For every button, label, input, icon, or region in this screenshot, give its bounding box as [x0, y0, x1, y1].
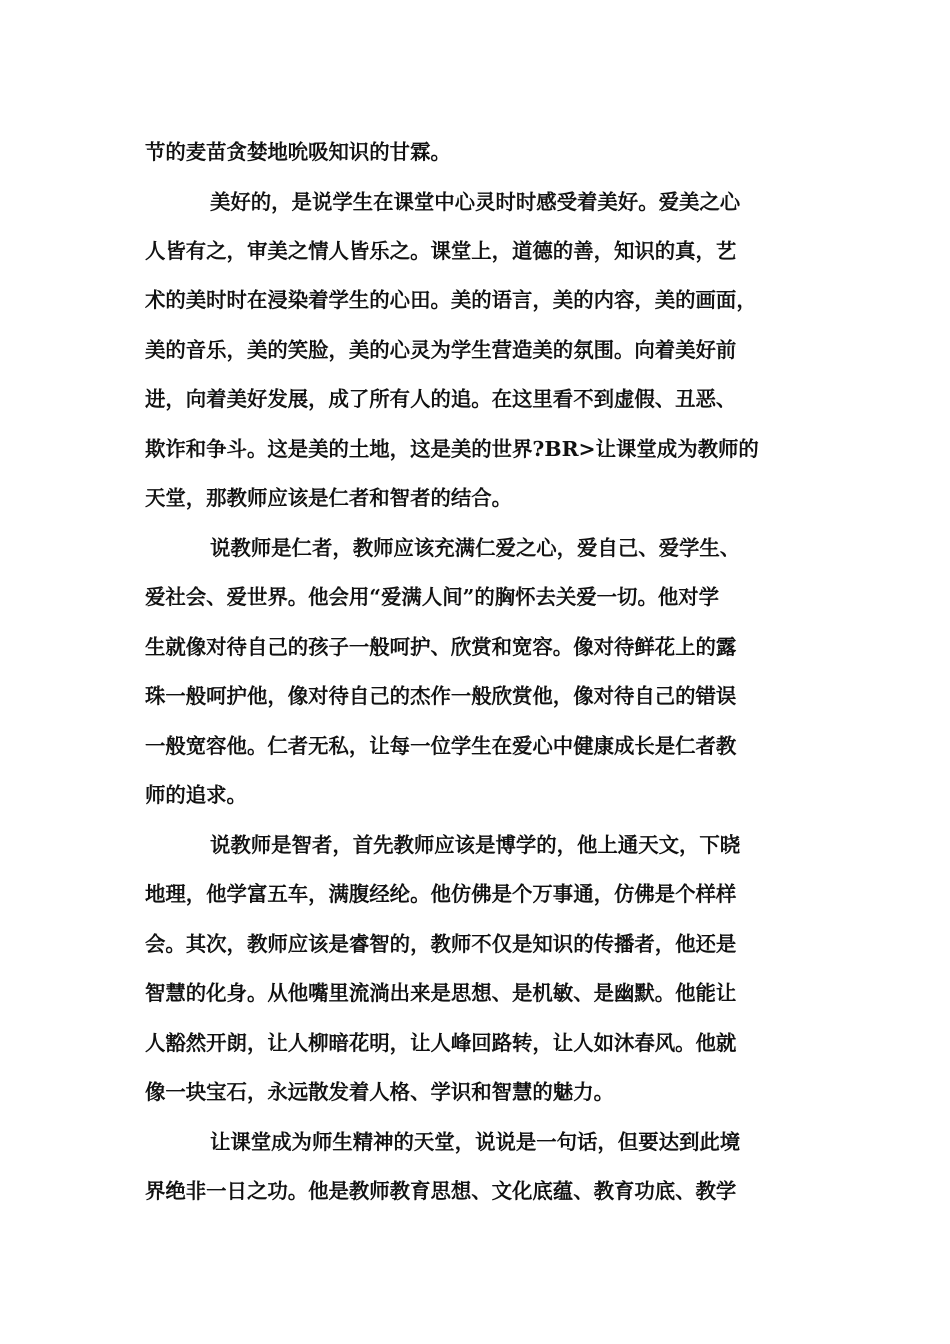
text-line: 像一块宝石，永远散发着人格、学识和智慧的魅力。	[145, 1080, 614, 1104]
text-line: 界绝非一日之功。他是教师教育思想、文化底蕴、教育功底、教学	[145, 1179, 737, 1203]
paragraph-first-line: 让课堂成为师生精神的天堂，说说是一句话，但要达到此境	[210, 1130, 741, 1154]
text-line: 珠一般呵护他，像对待自己的杰作一般欣赏他，像对待自己的错误	[145, 684, 737, 708]
paragraph-first-line: 说教师是仁者，教师应该充满仁爱之心，爱自己、爱学生、	[210, 536, 741, 560]
text-line: 智慧的化身。从他嘴里流淌出来是思想、是机敏、是幽默。他能让	[145, 981, 737, 1005]
text-line: 地理，他学富五车，满腹经纶。他仿佛是个万事通，仿佛是个样样	[145, 882, 737, 906]
text-line: 进，向着美好发展，成了所有人的追。在这里看不到虚假、丑恶、	[145, 387, 737, 411]
text-line: 人皆有之，审美之情人皆乐之。课堂上，道德的善，知识的真，艺	[145, 239, 737, 263]
text-line: 术的美时时在浸染着学生的心田。美的语言，美的内容，美的画面，	[145, 288, 757, 312]
text-line: 师的追求。	[145, 783, 247, 807]
text-line: 爱社会、爱世界。他会用“爱满人间”的胸怀去关爱一切。他对学	[145, 585, 720, 609]
text-line: 人豁然开朗，让人柳暗花明，让人峰回路转，让人如沐春风。他就	[145, 1031, 737, 1055]
text-line: 会。其次，教师应该是睿智的，教师不仅是知识的传播者，他还是	[145, 932, 737, 956]
text-line: 美的音乐，美的笑脸，美的心灵为学生营造美的氛围。向着美好前	[145, 338, 737, 362]
text-line: 生就像对待自己的孩子一般呵护、欣赏和宽容。像对待鲜花上的露	[145, 635, 737, 659]
paragraph-first-line: 说教师是智者，首先教师应该是博学的，他上通天文，下晓	[210, 833, 741, 857]
text-line: 欺诈和争斗。这是美的土地，这是美的世界?BR>让课堂成为教师的	[145, 437, 759, 461]
text-line: 天堂，那教师应该是仁者和智者的结合。	[145, 486, 513, 510]
text-line: 节的麦苗贪婪地吮吸知识的甘霖。	[145, 140, 451, 164]
paragraph-first-line: 美好的，是说学生在课堂中心灵时时感受着美好。爱美之心	[210, 190, 741, 214]
text-line: 一般宽容他。仁者无私，让每一位学生在爱心中健康成长是仁者教	[145, 734, 737, 758]
